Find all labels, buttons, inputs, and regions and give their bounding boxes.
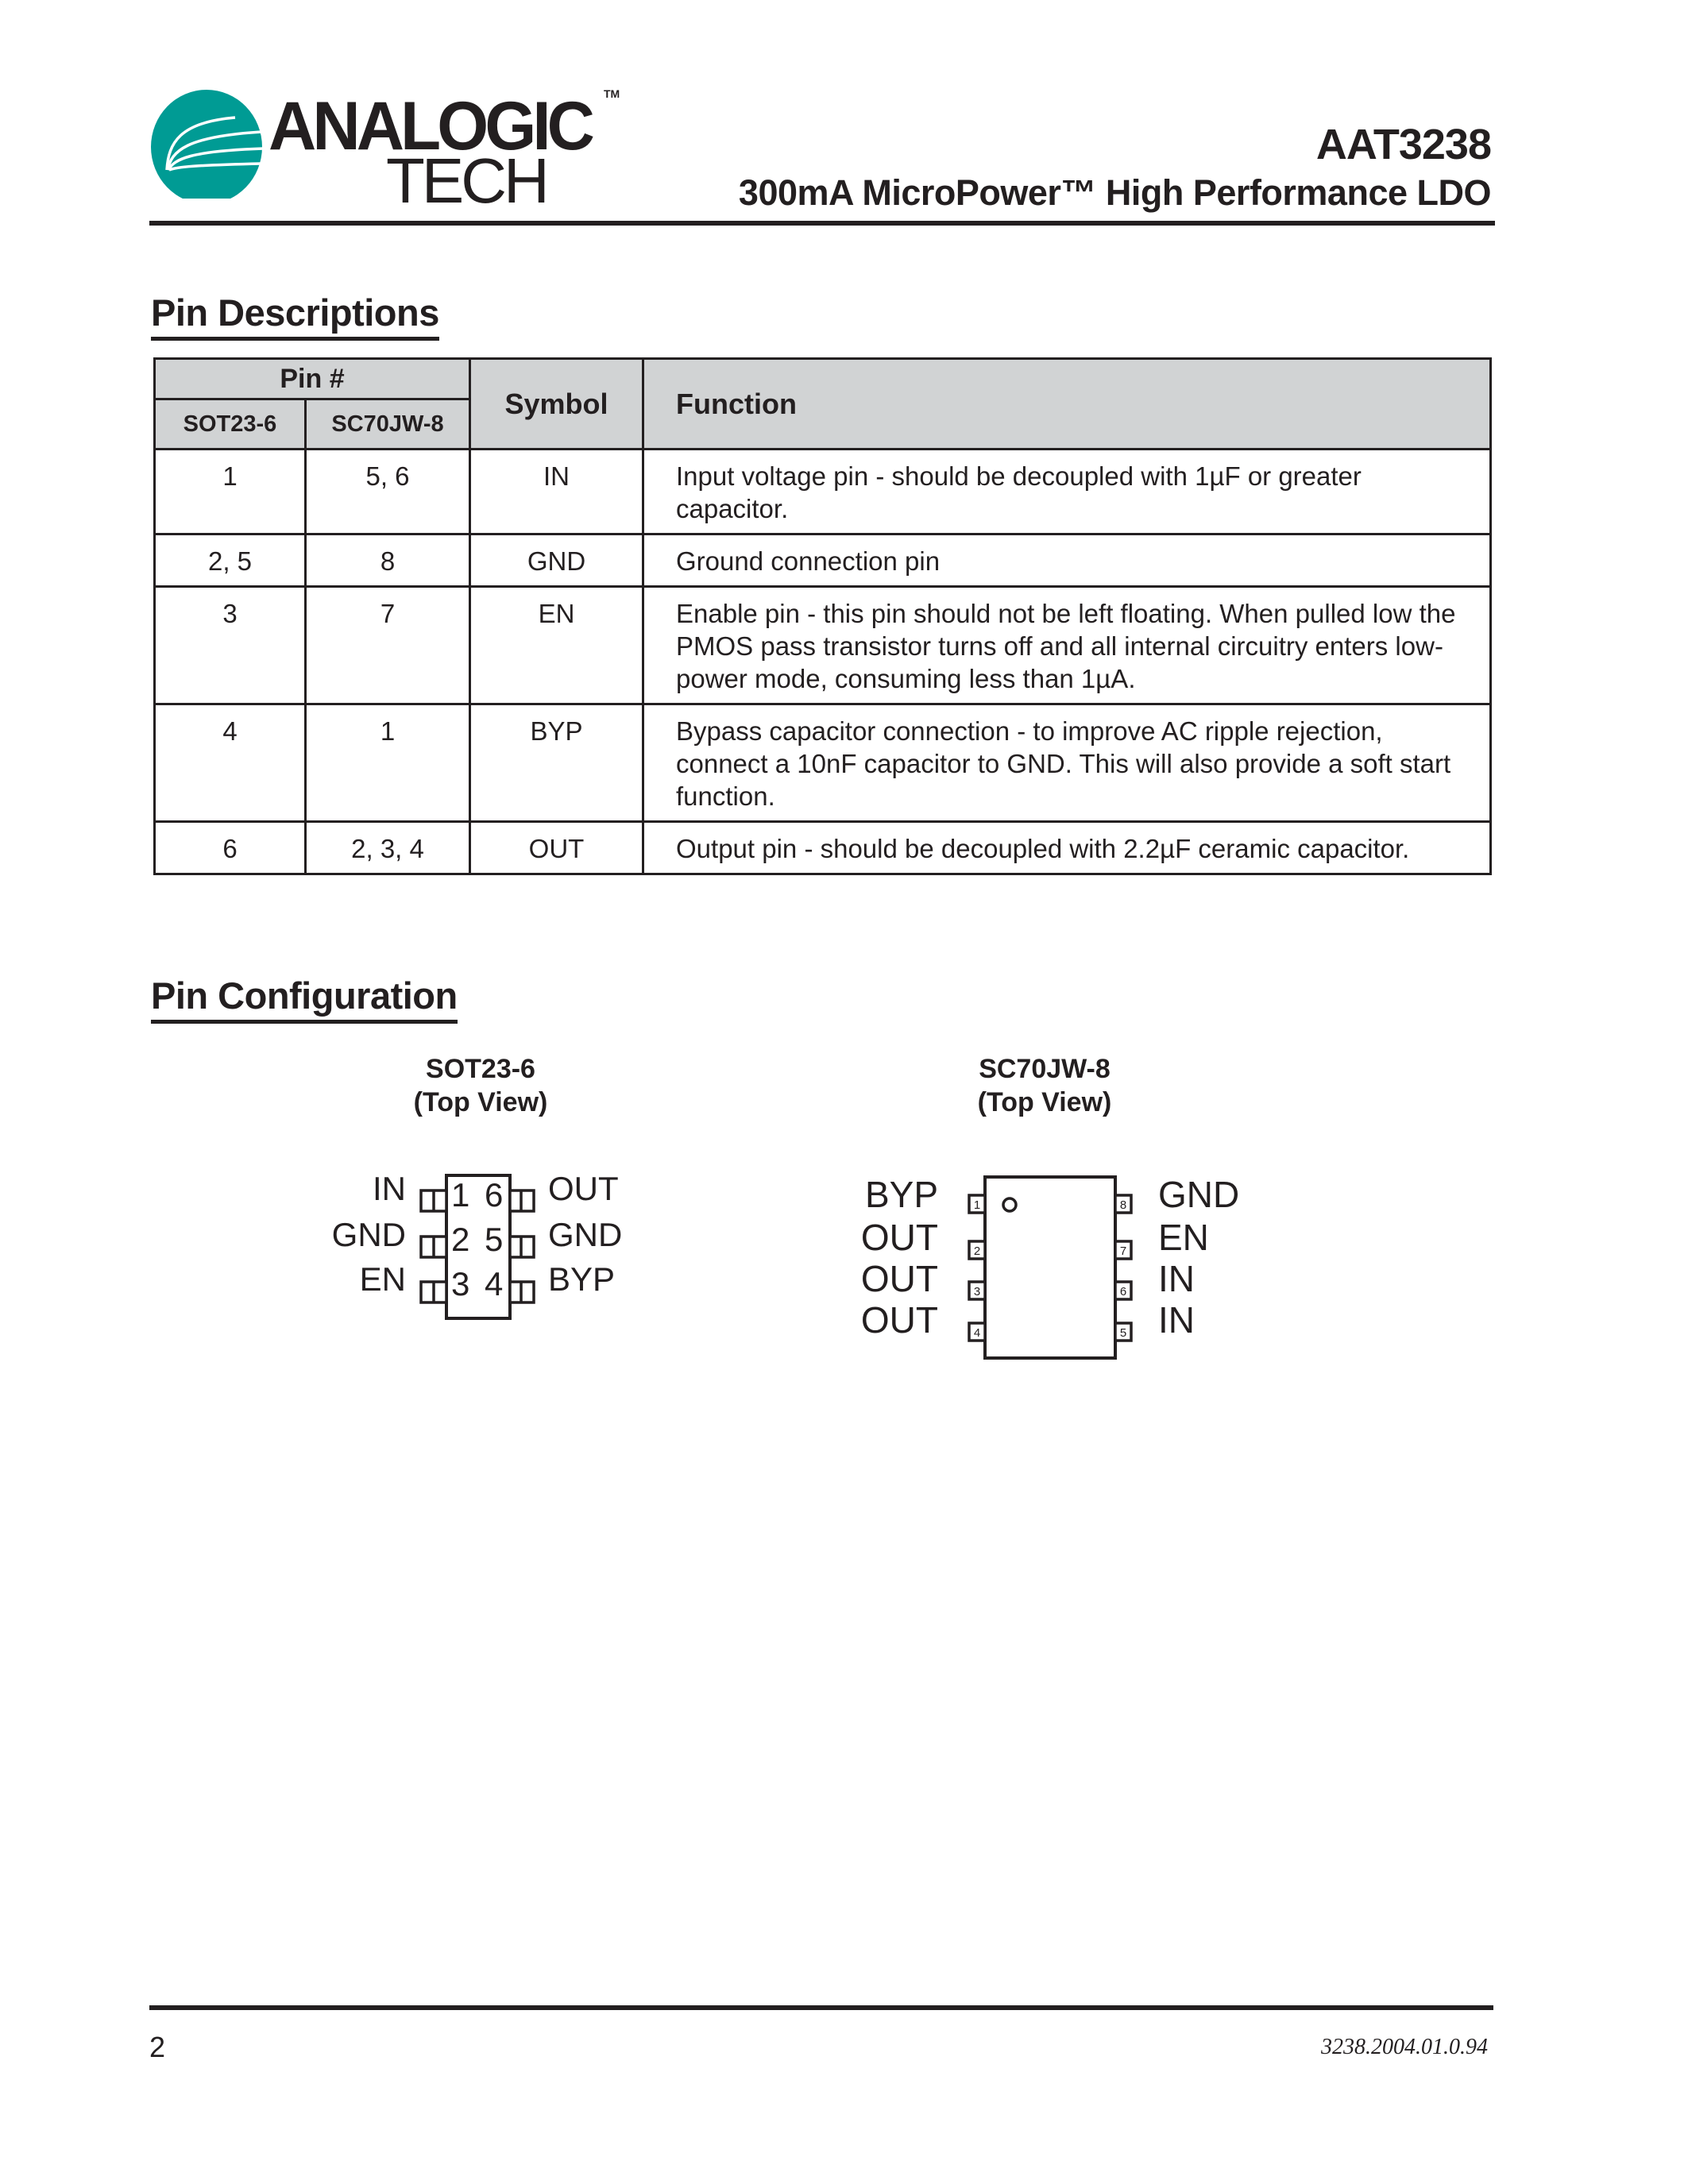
logo-trademark: TM (604, 87, 620, 100)
sot23-pin-number: 3 (451, 1265, 470, 1302)
header-sc70jw-8: SC70JW-8 (306, 399, 470, 450)
sc70-caption (929, 1052, 1160, 1119)
package-name: SOT23-6 (426, 1054, 535, 1084)
sc70-pin-num-7: 7 (1119, 1244, 1127, 1258)
sot23-pin-label: OUT (548, 1170, 619, 1207)
cell-sot23-pin: 2, 5 (155, 534, 306, 587)
sc70-pin-label: OUT (860, 1258, 938, 1299)
cell-symbol: IN (470, 450, 643, 534)
sc70-pin-label: BYP (864, 1174, 938, 1215)
sc70-pin-label: OUT (860, 1299, 938, 1341)
package-view: (Top View) (977, 1087, 1112, 1117)
sc70-pin-num-1: 1 (973, 1198, 981, 1212)
cell-symbol: EN (470, 587, 643, 704)
cell-sc70-pin: 2, 3, 4 (306, 822, 470, 874)
document-subtitle: 300mA MicroPower™ High Performance LDO (738, 172, 1491, 213)
sot23-pin-number: 5 (485, 1221, 504, 1258)
sot23-pin-number: 2 (451, 1221, 470, 1258)
sc70-pin-label: IN (1158, 1258, 1195, 1299)
pin-descriptions-table (153, 357, 1492, 875)
section-title-text: Pin Configuration (151, 974, 458, 1017)
section-title-pin-configuration (151, 974, 458, 1024)
cell-sot23-pin: 1 (155, 450, 306, 534)
logo-wordmark-analogic: ANALOGIC (268, 88, 592, 164)
cell-symbol: OUT (470, 822, 643, 874)
sot23-pin-number: 4 (485, 1265, 504, 1302)
sot23-caption (365, 1052, 596, 1119)
cell-symbol: BYP (470, 704, 643, 822)
cell-sc70-pin: 1 (306, 704, 470, 822)
header-symbol: Symbol (470, 359, 643, 450)
cell-sc70-pin: 7 (306, 587, 470, 704)
table-row (155, 704, 1491, 822)
sc70-pin-num-8: 8 (1119, 1198, 1127, 1212)
sot23-pin-label: GND (331, 1216, 406, 1253)
sc70-pin-label: GND (1158, 1174, 1240, 1215)
sc70-pin-num-4: 4 (973, 1326, 981, 1340)
part-number: AAT3238 (1315, 121, 1491, 168)
sc70-pin-num-3: 3 (973, 1285, 981, 1298)
cell-sot23-pin: 3 (155, 587, 306, 704)
header-divider (149, 221, 1495, 226)
company-logo (148, 87, 624, 216)
cell-symbol: GND (470, 534, 643, 587)
cell-sot23-pin: 6 (155, 822, 306, 874)
table-row (155, 450, 1491, 534)
cell-function: Bypass capacitor connection - to improve AC ripple rejection, connect a 10nF capacitor to GND. This will also provide a soft start function. (643, 704, 1491, 822)
sc70-pin-num-2: 2 (973, 1244, 981, 1258)
cell-function: Output pin - should be decoupled with 2.2µF ceramic capacitor. (643, 822, 1491, 874)
cell-sc70-pin: 5, 6 (306, 450, 470, 534)
cell-function: Ground connection pin (643, 534, 1491, 587)
sc70-pin-label: IN (1158, 1299, 1195, 1341)
document-code: 3238.2004.01.0.94 (1321, 2035, 1488, 2059)
cell-function: Enable pin - this pin should not be left floating. When pulled low the PMOS pass transistor turns off and all internal circuitry enters low-power mode, consuming less than 1µA. (643, 587, 1491, 704)
header-pin-number: Pin # (155, 359, 470, 399)
logo-mark-icon (148, 87, 267, 203)
cell-sc70-pin: 8 (306, 534, 470, 587)
sc70-pin-num-6: 6 (1119, 1285, 1127, 1298)
sot23-pin-number: 6 (485, 1176, 504, 1214)
header-function: Function (643, 359, 1491, 450)
table-row (155, 534, 1491, 587)
header-sot23-6: SOT23-6 (155, 399, 306, 450)
section-title-pin-descriptions (151, 291, 439, 341)
sot23-pin-label: GND (548, 1216, 623, 1253)
page-number: 2 (149, 2031, 166, 2063)
sot23-pin-label: IN (373, 1170, 406, 1207)
cell-function: Input voltage pin - should be decoupled with 1µF or greater capacitor. (643, 450, 1491, 534)
section-title-underline (151, 1020, 458, 1024)
section-title-underline (151, 337, 439, 341)
sot23-pin-number: 1 (451, 1176, 470, 1214)
cell-sot23-pin: 4 (155, 704, 306, 822)
package-view: (Top View) (413, 1087, 548, 1117)
table-row (155, 587, 1491, 704)
sot23-pin-label: BYP (548, 1260, 616, 1298)
section-title-text: Pin Descriptions (151, 291, 439, 334)
package-name: SC70JW-8 (979, 1054, 1111, 1084)
footer-divider (149, 2005, 1493, 2010)
logo-wordmark-tech: TECH (386, 145, 547, 216)
sot23-pin-label: EN (359, 1260, 406, 1298)
sc70-package-outline (953, 1167, 1136, 1366)
sc70-pin-label: EN (1158, 1217, 1209, 1258)
sc70-pin-label: OUT (860, 1217, 938, 1258)
sc70-pin-num-5: 5 (1119, 1326, 1127, 1340)
table-row (155, 822, 1491, 874)
